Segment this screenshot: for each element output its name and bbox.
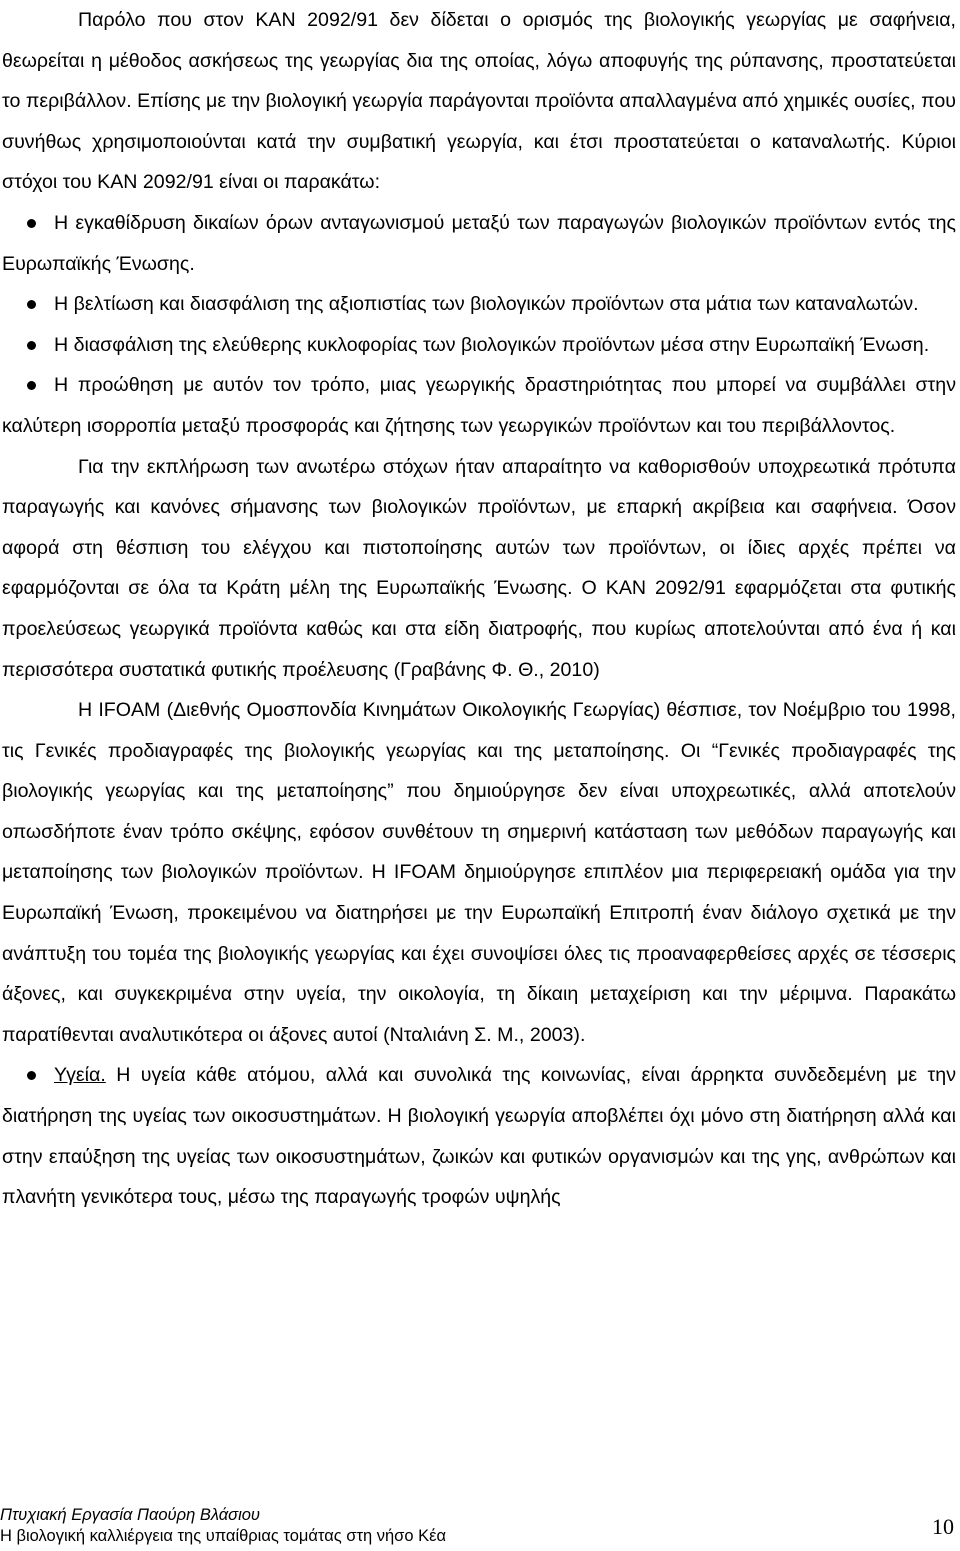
- bullet-item: [2, 284, 956, 325]
- bullet-dot-icon: [27, 341, 36, 350]
- bullet-text: Η διασφάλιση της ελεύθερης κυκλοφορίας των βιολογικών προϊόντων μέσα στην Ευρωπαϊκή Ένωση.: [54, 333, 930, 356]
- bullet-dot-icon: [27, 219, 36, 228]
- paragraph-ifoam: Η IFOAM (Διεθνής Ομοσπονδία Κινημάτων Οικολογικής Γεωργίας) θέσπισε, τον Νοέμβριο του 1998, τις Γενικές προδιαγραφές της βιολογικής γεωργίας και της μεταποίησης. Οι “Γενικές προδιαγραφές της βιολογικής γεωργίας και της μεταποίησης” που δημιούργησε δεν είναι υποχρεωτικές, αλλά αποτελούν οπωσδήποτε έναν τρόπο σκέψης, εφόσον συνθέτουν τη σημερινή κατάσταση των μεθόδων παραγωγής και μεταποίησης των βιολογικών προϊόντων. Η IFOAM δημιούργησε επιπλέον μια περιφερειακή ομάδα για την Ευρωπαϊκή Ένωση, προκειμένου να διατηρήσει με την Ευρωπαϊκή Επιτροπή έναν διάλογο σχετικά με την ανάπτυξη του τομέα της βιολογικής γεωργίας και έχει συνοψίσει όλες τις προαναφερθείσες αρχές σε τέσσερις άξονες, και συγκεκριμένα στην υγεία, την οικολογία, τη δίκαιη μεταχείριση και την μέριμνα. Παρακάτω παρατίθενται αναλυτικότερα οι άξονες αυτοί (Νταλιάνη Σ. Μ., 2003).: [2, 699, 956, 1046]
- bullet-item: [2, 203, 956, 284]
- bullet-item: [2, 365, 956, 446]
- paragraph-standards: Για την εκπλήρωση των ανωτέρω στόχων ήταν απαραίτητο να καθορισθούν υποχρεωτικά πρότυπα παραγωγής και κανόνες σήμανσης των βιολογικών προϊόντων, με επαρκή ακρίβεια και σαφήνεια. Όσον αφορά στη θέσπιση του ελέγχου και πιστοποίησης αυτών των προϊόντων, οι ίδιες αρχές πρέπει να εφαρμόζονται σε όλα τα Κράτη μέλη της Ευρωπαϊκής Ένωσης. Ο ΚΑΝ 2092/91 εφαρμόζεται στα φυτικής προελεύσεως γεωργικά προϊόντα καθώς και στα είδη διατροφής, που κυρίως αποτελούνται από ένα ή και περισσότερα συστατικά φυτικής προέλευσης (Γραβάνης Φ. Θ., 2010): [2, 455, 956, 681]
- bullet-text: Η προώθηση με αυτόν τον τρόπο, μιας γεωργικής δραστηριότητας που μπορεί να συμβάλλει στην καλύτερη ισορροπία μεταξύ προσφοράς και ζήτησης των γεωργικών προϊόντων και του περιβάλλοντος.: [2, 374, 956, 437]
- page-footer: [0, 1505, 446, 1547]
- paragraph-objectives-intro: Παρόλο που στον ΚΑΝ 2092/91 δεν δίδεται ο ορισμός της βιολογικής γεωργίας με σαφήνεια, θεωρείται η μέθοδος ασκήσεως της γεωργίας δια της οποίας, λόγω αποφυγής της ρύπανσης, προστατεύεται το περιβάλλον. Επίσης με την βιολογική γεωργία παράγονται προϊόντα απαλλαγμένα από χημικές ουσίες, που συνήθως χρησιμοποιούνται κατά την συμβατική γεωργία, και έτσι προστατεύεται ο καταναλωτής. Κύριοι στόχοι του ΚΑΝ 2092/91 είναι οι παρακάτω:: [2, 9, 956, 194]
- bullet-dot-icon: [27, 300, 36, 309]
- page-number: 10: [932, 1514, 954, 1539]
- bullet-dot-icon: [27, 1071, 36, 1080]
- body-text: [2, 0, 956, 1218]
- bullet-item-health: [2, 1055, 956, 1217]
- health-term: Υγεία.: [54, 1064, 106, 1087]
- bullet-item: [2, 325, 956, 366]
- footer-title: Η βιολογική καλλιέργεια της υπαίθριας τομάτας στη νήσο Κέα: [0, 1527, 447, 1545]
- bullet-text: Η εγκαθίδρυση δικαίων όρων ανταγωνισμού μεταξύ των παραγωγών βιολογικών προϊόντων εντός της Ευρωπαϊκής Ένωσης.: [2, 211, 956, 275]
- bullet-dot-icon: [27, 381, 36, 390]
- bullet-text: Η βελτίωση και διασφάλιση της αξιοπιστίας των βιολογικών προϊόντων στα μάτια των καταναλωτών.: [54, 293, 919, 316]
- footer-author: Πτυχιακή Εργασία Παούρη Βλάσιου: [0, 1506, 260, 1524]
- health-text: Η υγεία κάθε ατόμου, αλλά και συνολικά της κοινωνίας, είναι άρρηκτα συνδεδεμένη με την διατήρηση της υγείας των οικοσυστημάτων. Η βιολογική γεωργία αποβλέπει όχι μόνο στη διατήρηση αλλά και στην επαύξηση της υγείας των οικοσυστημάτων, ζωικών και φυτικών οργανισμών και της γης, ανθρώπων και πλανήτη γενικότερα τους, μέσω της παραγωγής τροφών υψηλής: [2, 1064, 956, 1209]
